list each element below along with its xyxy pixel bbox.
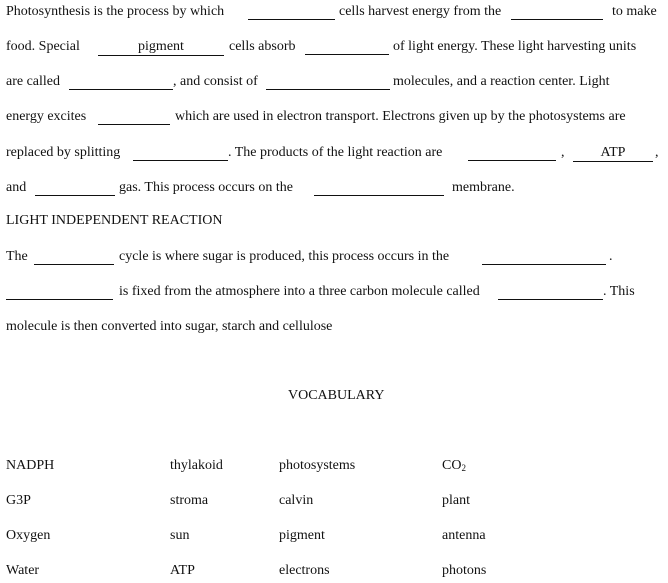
passage-line-8-end: . This <box>603 284 635 299</box>
vocab-word: NADPH <box>6 458 55 473</box>
vocab-word: pigment <box>279 528 325 543</box>
section-heading: LIGHT INDEPENDENT REACTION <box>6 213 223 228</box>
passage-line-7-start: The <box>6 249 28 264</box>
passage-line-3-start: are called <box>6 74 61 89</box>
passage-line-3-end: molecules, and a reaction center. Light <box>393 74 610 89</box>
passage-line-2-mid: cells absorb <box>229 39 296 54</box>
vocab-word: ATP <box>170 563 195 578</box>
blank-8[interactable] <box>133 160 228 161</box>
vocab-word: Oxygen <box>6 528 51 543</box>
passage-line-5-mid: . The products of the light reaction are <box>228 145 443 160</box>
passage-line-4-start: energy excites <box>6 109 87 124</box>
vocab-word: calvin <box>279 493 314 508</box>
passage-line-2-end: of light energy. These light harvesting units <box>393 39 637 54</box>
vocab-word: photosystems <box>279 458 356 473</box>
blank-16[interactable] <box>498 299 603 300</box>
passage-line-5-end: , <box>655 145 659 160</box>
passage-line-8-mid: is fixed from the atmosphere into a three carbon molecule called <box>119 284 480 299</box>
blank-6[interactable] <box>266 89 390 90</box>
passage-line-6-mid: gas. This process occurs on the <box>119 180 293 195</box>
vocab-word: stroma <box>170 493 209 508</box>
blank-9[interactable] <box>468 160 556 161</box>
blank-4[interactable] <box>305 54 389 55</box>
blank-10-filled[interactable] <box>573 145 653 162</box>
passage-line-7-mid: cycle is where sugar is produced, this process occurs in the <box>119 249 450 264</box>
blank-7[interactable] <box>98 124 170 125</box>
vocab-word: plant <box>442 493 470 508</box>
vocabulary-title: VOCABULARY <box>288 388 385 403</box>
passage-line-6-end: membrane. <box>452 180 515 195</box>
vocab-word-co2 <box>442 458 466 476</box>
blank-3-filled[interactable] <box>98 39 224 56</box>
blank-2[interactable] <box>511 19 603 20</box>
answer-pigment: pigment <box>138 39 184 54</box>
vocab-co-text: CO <box>442 458 462 473</box>
blank-13[interactable] <box>34 264 114 265</box>
passage-line-5-comma: , <box>561 145 565 160</box>
passage-line-1-start: Photosynthesis is the process by which <box>6 4 225 19</box>
passage-line-9: molecule is then converted into sugar, starch and cellulose <box>6 319 333 334</box>
passage-line-7-end: . <box>609 249 613 264</box>
vocab-word: electrons <box>279 563 330 578</box>
blank-11[interactable] <box>35 195 115 196</box>
vocab-word: Water <box>6 563 40 578</box>
passage-line-1-end: to make <box>612 4 657 19</box>
vocab-word: antenna <box>442 528 486 543</box>
vocab-word: sun <box>170 528 190 543</box>
passage-line-6-start: and <box>6 180 27 195</box>
answer-atp: ATP <box>600 145 626 160</box>
passage-line-5-start: replaced by splitting <box>6 145 121 160</box>
vocab-co2-subscript: 2 <box>461 463 466 473</box>
vocab-word: G3P <box>6 493 31 508</box>
vocab-word: photons <box>442 563 487 578</box>
passage-line-3-mid: , and consist of <box>173 74 258 89</box>
vocab-word: thylakoid <box>170 458 223 473</box>
passage-line-2-start: food. Special <box>6 39 80 54</box>
passage-line-4-end: which are used in electron transport. Electrons given up by the photosystems are <box>175 109 626 124</box>
blank-1[interactable] <box>248 19 335 20</box>
blank-5[interactable] <box>69 89 173 90</box>
blank-12[interactable] <box>314 195 444 196</box>
passage-line-1-mid: cells harvest energy from the <box>339 4 502 19</box>
blank-15[interactable] <box>6 299 113 300</box>
blank-14[interactable] <box>482 264 606 265</box>
